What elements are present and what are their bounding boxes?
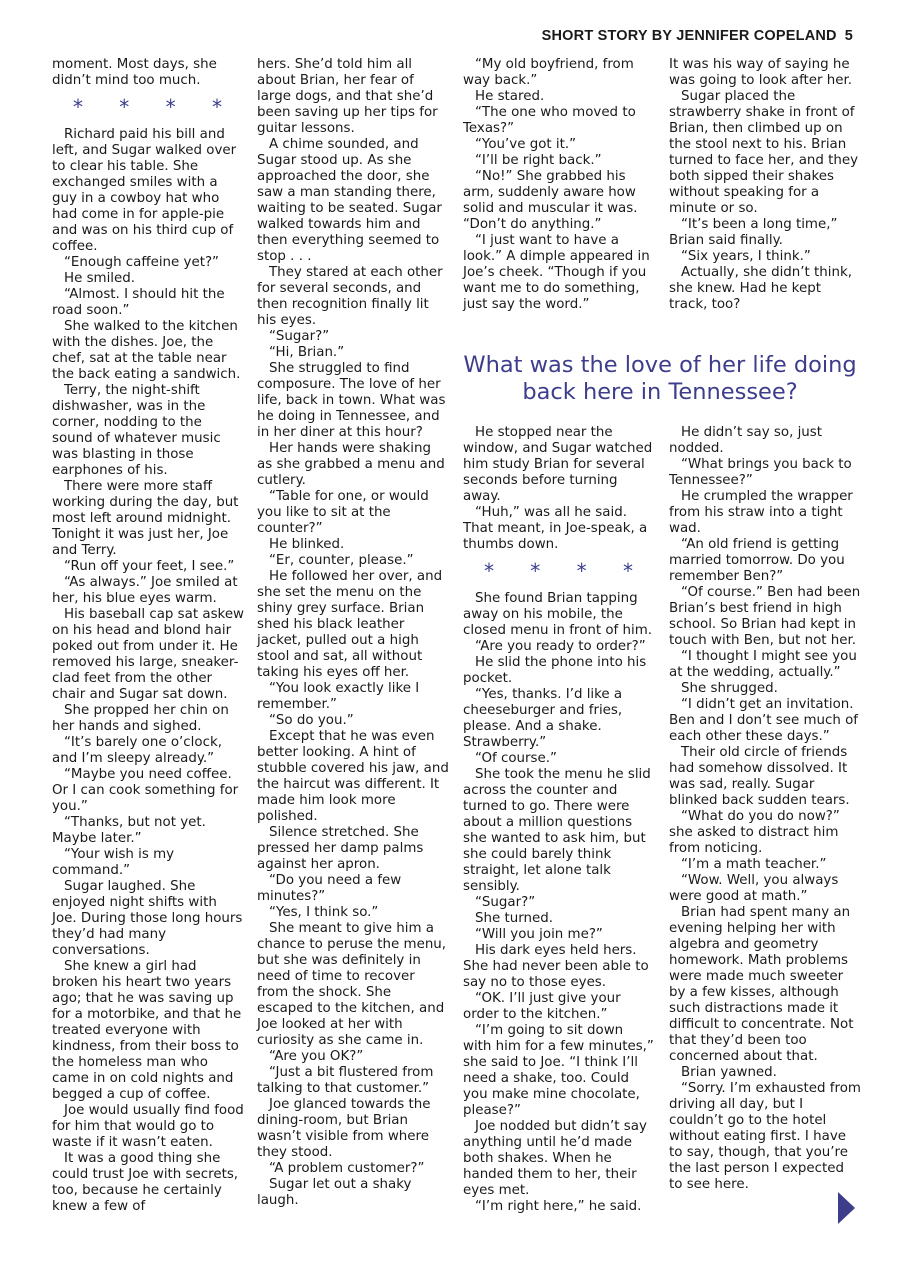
- paragraph: hers. She’d told him all about Brian, her fear of large dogs, and that she’d been saving up her tips for guitar lessons.: [257, 57, 438, 136]
- paragraph: His baseball cap sat askew on his head and blond hair poked out from under it. He removed his large, sneaker-clad feet from the other chair and Sugar sat down.: [52, 607, 245, 702]
- paragraph: It was his way of saying he was going to look after her.: [669, 57, 853, 88]
- paragraph: Joe glanced towards the dining-room, but Brian wasn’t visible from where they stood.: [257, 1097, 431, 1160]
- paragraph: “Your wish is my command.”: [52, 847, 175, 878]
- paragraph: He smiled.: [64, 271, 136, 286]
- paragraph: Brian yawned.: [681, 1065, 777, 1080]
- paragraph: “I didn’t get an invitation. Ben and I don’t see much of each other these days.”: [669, 697, 859, 744]
- paragraph: Brian had spent many an evening helping her with algebra and geometry homework. Math problems were made much sweeter by a few kisses, although such distractions made it difficult to concentrate. Not that they’d been too concerned about that.: [669, 905, 854, 1064]
- paragraph: “A problem customer?”: [269, 1161, 425, 1176]
- paragraph: “Sugar?”: [269, 329, 330, 344]
- paragraph: “Sorry. I’m exhausted from driving all day, but I couldn’t go to the hotel without eating first. I have to say, though, that you’re the last person I expected to see here.: [669, 1081, 861, 1192]
- paragraph: Actually, she didn’t think, she knew. Had he kept track, too?: [669, 265, 852, 312]
- paragraph: “The one who moved to Texas?”: [463, 105, 636, 136]
- paragraph: He blinked.: [269, 537, 345, 552]
- paragraph: She walked to the kitchen with the dishes. Joe, the chef, sat at the table near the back eating a sandwich.: [52, 319, 241, 382]
- paragraph: “My old boyfriend, from way back.”: [463, 57, 634, 88]
- paragraph: “No!” She grabbed his arm, suddenly aware how solid and muscular it was. “Don’t do anything.”: [463, 169, 638, 232]
- paragraph: “Will you join me?”: [475, 927, 603, 942]
- text-column-1: [52, 57, 244, 1215]
- paragraph: “What brings you back to Tennessee?”: [669, 457, 852, 488]
- paragraph: “Are you OK?”: [269, 1049, 364, 1064]
- paragraph: “OK. I’ll just give your order to the kitchen.”: [463, 991, 621, 1022]
- paragraph: Sugar placed the strawberry shake in front of Brian, then climbed up on the stool next to his. Brian turned to face her, and they both sipped their shakes without speaking for a minute or so.: [669, 89, 859, 216]
- paragraph: They stared at each other for several seconds, and then recognition finally lit his eyes.: [257, 265, 443, 328]
- paragraph: “Almost. I should hit the road soon.”: [52, 287, 225, 318]
- paragraph: A chime sounded, and Sugar stood up. As she approached the door, she saw a man standing there, waiting to be seated. Sugar walked towards him and then everything seemed to stop . . .: [257, 137, 442, 264]
- paragraph: “I’m right here,” he said.: [475, 1199, 642, 1214]
- paragraph: “So do you.”: [269, 713, 354, 728]
- paragraph: “Wow. Well, you always were good at math.”: [669, 873, 839, 904]
- paragraph: Her hands were shaking as she grabbed a menu and cutlery.: [257, 441, 445, 488]
- paragraph: “I’m a math teacher.”: [681, 857, 827, 872]
- paragraph: He followed her over, and she set the menu on the shiny grey surface. Brian shed his black leather jacket, pulled out a high stool and sat, all without taking his eyes off her.: [257, 569, 443, 680]
- paragraph: Joe would usually find food for him that would go to waste if it wasn’t eaten.: [52, 1103, 244, 1150]
- paragraph: “Table for one, or would you like to sit at the counter?”: [257, 489, 429, 536]
- paragraph: “Six years, I think.”: [681, 249, 811, 264]
- paragraph: She shrugged.: [681, 681, 778, 696]
- paragraph: “Of course.”: [475, 751, 557, 766]
- paragraph: “Er, counter, please.”: [269, 553, 414, 568]
- paragraph: “I thought I might see you at the wedding, actually.”: [669, 649, 857, 680]
- triangle-right-icon[interactable]: [838, 1192, 855, 1224]
- paragraph: Sugar laughed. She enjoyed night shifts with Joe. During those long hours they’d had many conversations.: [52, 879, 243, 958]
- paragraph: “It’s barely one o’clock, and I’m sleepy already.”: [52, 735, 222, 766]
- paragraph: “It’s been a long time,” Brian said finally.: [669, 217, 838, 248]
- paragraph: “Of course.” Ben had been Brian’s best friend in high school. So Brian had kept in touch with Ben, but not her.: [669, 585, 861, 648]
- paragraph: “Do you need a few minutes?”: [257, 873, 402, 904]
- text-column-3-top: [463, 57, 655, 313]
- paragraph: She found Brian tapping away on his mobile, the closed menu in front of him.: [463, 591, 653, 638]
- running-header: [542, 28, 853, 44]
- section-break: * * * *: [483, 559, 649, 583]
- paragraph: “As always.” Joe smiled at her, his blue eyes warm.: [52, 575, 238, 606]
- text-column-2: [257, 57, 449, 1209]
- paragraph: “Are you ready to order?”: [475, 639, 646, 654]
- paragraph: She struggled to find composure. The love of her life, back in town. What was he doing in Tennessee, and in her diner at this hour?: [257, 361, 446, 440]
- paragraph: Terry, the night-shift dishwasher, was in the corner, nodding to the sound of whatever music was blasting in those earphones of his.: [52, 383, 221, 478]
- paragraph: Sugar let out a shaky laugh.: [257, 1177, 412, 1208]
- paragraph: “Sugar?”: [475, 895, 536, 910]
- paragraph: “Enough caffeine yet?”: [64, 255, 219, 270]
- paragraph: She took the menu he slid across the counter and turned to go. There were about a million questions she wanted to ask him, but she could barely think straight, let alone talk sensibly.: [463, 767, 651, 894]
- paragraph: He stared.: [475, 89, 545, 104]
- paragraph: moment. Most days, she didn’t mind too much.: [52, 57, 217, 88]
- paragraph: He didn’t say so, just nodded.: [669, 425, 823, 456]
- paragraph: “Thanks, but not yet. Maybe later.”: [52, 815, 206, 846]
- paragraph: She knew a girl had broken his heart two years ago; that he was saving up for a motorbike, and that he treated everyone with kindness, from their boss to the homeless man who came in on cold nights and begged a cup of coffee.: [52, 959, 242, 1102]
- paragraph: “Yes, I think so.”: [269, 905, 379, 920]
- paragraph: “Hi, Brian.”: [269, 345, 345, 360]
- paragraph: His dark eyes held hers. She had never been able to say no to those eyes.: [463, 943, 649, 990]
- paragraph: She meant to give him a chance to peruse the menu, but she was definitely in need of time to recover from the shock. She escaped to the kitchen, and Joe looked at her with curiosity as she came in.: [257, 921, 447, 1048]
- paragraph: Their old circle of friends had somehow dissolved. It was sad, really. Sugar blinked back sudden tears.: [669, 745, 850, 808]
- paragraph: “You look exactly like I remember.”: [257, 681, 420, 712]
- text-column-4-bottom: [669, 425, 861, 1193]
- paragraph: She propped her chin on her hands and sighed.: [52, 703, 229, 734]
- text-column-3-bottom: [463, 425, 655, 1215]
- paragraph: She turned.: [475, 911, 553, 926]
- pull-quote: What was the love of her life doing back here in Tennessee?: [463, 352, 857, 405]
- paragraph: “Yes, thanks. I’d like a cheeseburger and fries, please. And a shake. Strawberry.”: [463, 687, 623, 750]
- paragraph: He crumpled the wrapper from his straw into a tight wad.: [669, 489, 853, 536]
- paragraph: Except that he was even better looking. A hint of stubble covered his jaw, and the haircut was different. It made him look more polished.: [257, 729, 449, 824]
- paragraph: “Just a bit flustered from talking to that customer.”: [257, 1065, 434, 1096]
- paragraph: “An old friend is getting married tomorrow. Do you remember Ben?”: [669, 537, 845, 584]
- paragraph: “What do you do now?” she asked to distract him from noticing.: [669, 809, 840, 856]
- text-column-4-top: [669, 57, 861, 313]
- paragraph: “Run off your feet, I see.”: [64, 559, 235, 574]
- paragraph: Silence stretched. She pressed her damp palms against her apron.: [257, 825, 424, 872]
- paragraph: “I’m going to sit down with him for a few minutes,” she said to Joe. “I think I’ll need a shake, too. Could you make mine chocolate, please?”: [463, 1023, 654, 1118]
- paragraph: Joe nodded but didn’t say anything until he’d made both shakes. When he handed them to her, their eyes met.: [463, 1119, 647, 1198]
- paragraph: “I just want to have a look.” A dimple appeared in Joe’s cheek. “Though if you want me to do something, just say the word.”: [463, 233, 650, 312]
- paragraph: Richard paid his bill and left, and Sugar walked over to clear his table. She exchanged smiles with a guy in a cowboy hat who had come in for apple-pie and was on his third cup of coffee.: [52, 127, 237, 254]
- paragraph: “Huh,” was all he said. That meant, in Joe-speak, a thumbs down.: [463, 505, 648, 552]
- paragraph: He stopped near the window, and Sugar watched him study Brian for several seconds before turning away.: [463, 425, 653, 504]
- story-byline: SHORT STORY BY JENNIFER COPELAND: [541, 28, 837, 44]
- paragraph: It was a good thing she could trust Joe with secrets, too, because he certainly knew a few of: [52, 1151, 239, 1214]
- paragraph: There were more staff working during the day, but most left around midnight. Tonight it was just her, Joe and Terry.: [52, 479, 239, 558]
- paragraph: “You’ve got it.”: [475, 137, 577, 152]
- page-number: 5: [844, 28, 853, 44]
- section-break: * * * *: [72, 95, 238, 119]
- paragraph: “I’ll be right back.”: [475, 153, 602, 168]
- paragraph: He slid the phone into his pocket.: [463, 655, 647, 686]
- paragraph: “Maybe you need coffee. Or I can cook something for you.”: [52, 767, 239, 814]
